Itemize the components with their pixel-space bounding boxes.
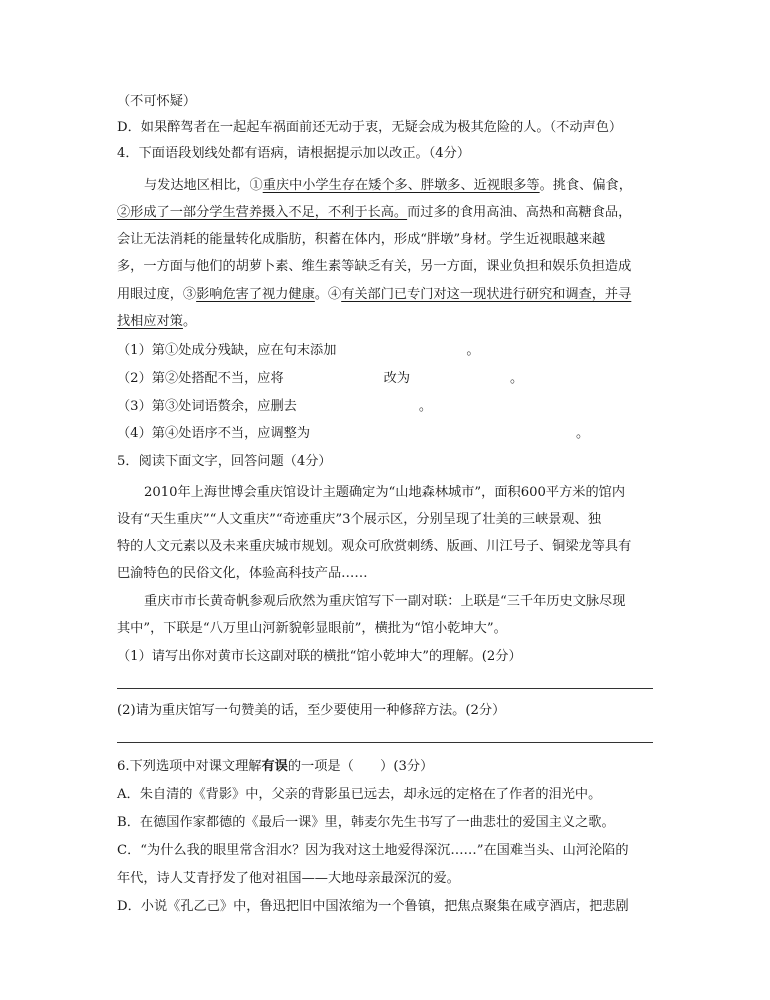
q4-sub-3 [117,397,432,417]
q4-sub-4 [117,424,589,444]
q4-sub-2-end: 。 [510,371,524,386]
q4-passage-line-6 [117,312,196,332]
q5-title: 5．阅读下面文字，回答问题（4分） [117,454,332,469]
q5-sub-1-answer-line[interactable] [117,688,653,689]
q5-passage-p1-line-1: 2010年上海世博会重庆馆设计主题确定为“山地森林城市”，面积600平方米的馆内 [144,485,626,500]
q4-passage-line-1 [144,176,632,196]
q4-text: 。④ [314,287,342,302]
q4-underlined-2: ②形成了一部分学生营养摄入不足，不利于长高。 [117,205,408,220]
q4-underlined-4: 有关部门已专门对这一现状进行研究和调查，并寻 [341,287,632,302]
q5-passage-p1-line-2: 设有“天生重庆”“人文重庆”“奇迹重庆”3个展示区，分别呈现了壮美的三峡景观、独 [117,512,602,527]
q4-sub-2-mid: 改为 [383,371,411,386]
q5-sub-1: （1）请写出你对黄市长这副对联的横批“馆小乾坤大”的理解。(2分） [117,649,522,664]
q3-option-c-tail: （不可怀疑） [117,94,197,109]
q4-title: 4．下面语段划线处都有语病，请根据提示加以改正。（4分） [117,146,471,161]
q4-passage-line-4: 多，一方面与他们的胡萝卜素、维生素等缺乏有关，另一方面，课业负担和娱乐负担造成 [117,259,632,274]
q5-sub-2: (2)请为重庆馆写一句赞美的话，至少要使用一种修辞方法。(2分） [117,703,506,718]
q4-passage-line-2 [117,203,631,223]
q5-sub-2-answer-line[interactable] [117,742,653,743]
q6-title-emphasis: 有误 [261,759,288,774]
q4-sub-3-prompt: （3）第③处词语赘余，应删去 [117,399,297,414]
q6-option-b: B．在德国作家都德的《最后一课》里，韩麦尔先生书写了一曲悲壮的爱国主义之歌。 [117,815,615,830]
q5-passage-p2-line-2: 其中”，下联是“八万里山河新貌彰显眼前”，横批为“馆小乾坤大”。 [117,621,507,636]
q4-underlined-4-cont: 找相应对策 [117,314,183,329]
q4-text: 。挑食、偏食， [539,178,632,193]
q6-title-text-end: 的一项是（ ）(3分） [287,759,434,774]
q4-text: 与发达地区相比，① [144,178,263,193]
q6-title-text: 6.下列选项中对课文理解 [117,759,262,774]
q4-sub-1-end: 。 [466,343,480,358]
q6-option-c-line-1: C．“为什么我的眼里常含泪水？因为我对这土地爱得深沉……”在国难当头、山河沦陷的 [117,843,629,858]
q4-passage-line-5 [117,285,631,305]
q4-sub-2 [117,369,523,389]
q4-underlined-3: 影响危害了视力健康 [196,287,315,302]
q4-sub-1-prompt: （1）第①处成分残缺，应在句末添加 [117,343,337,358]
q4-sub-2-prompt: （2）第②处搭配不当，应将 [117,371,284,386]
q4-text: 用眼过度，③ [117,287,197,302]
q4-text: 而过多的食用高油、高热和高糖食品， [407,205,632,220]
q4-sub-1 [117,341,480,361]
q6-option-d-line-1: D．小说《孔乙己》中，鲁迅把旧中国浓缩为一个鲁镇，把焦点聚集在咸亨酒店，把悲剧 [117,899,629,914]
q6-option-a: A．朱自清的《背影》中，父亲的背影虽已远去，却永远的定格在了作者的泪光中。 [117,787,602,802]
q6-title [117,757,433,777]
q4-text: 。 [182,314,197,329]
q5-passage-p1-line-4: 巴渝特色的民俗文化，体验高科技产品…… [117,566,368,581]
q4-passage-line-3: 会让无法消耗的能量转化成脂肪，积蓄在体内，形成“胖墩”身材。学生近视眼越来越 [117,232,606,247]
q3-option-d: D．如果醉驾者在一起起车祸面前还无动于衷，无疑会成为极其危险的人。（不动声色） [117,120,623,135]
q5-passage-p2-line-1: 重庆市市长黄奇帆参观后欣然为重庆馆写下一副对联：上联是“三千年历史文脉尽现 [144,594,626,609]
q4-sub-4-end: 。 [576,426,590,441]
q5-passage-p1-line-3: 特的人文元素以及未来重庆城市规划。观众可欣赏刺绣、版画、川江号子、铜梁龙等具有 [117,539,632,554]
q4-underlined-1: 重庆中小学生存在矮个多、胖墩多、近视眼多等 [262,178,540,193]
q6-option-c-line-2: 年代，诗人艾青抒发了他对祖国——大地母亲最深沉的爱。 [117,871,460,886]
q4-sub-3-end: 。 [418,399,433,414]
q4-sub-4-prompt: （4）第④处语序不当，应调整为 [117,426,311,441]
